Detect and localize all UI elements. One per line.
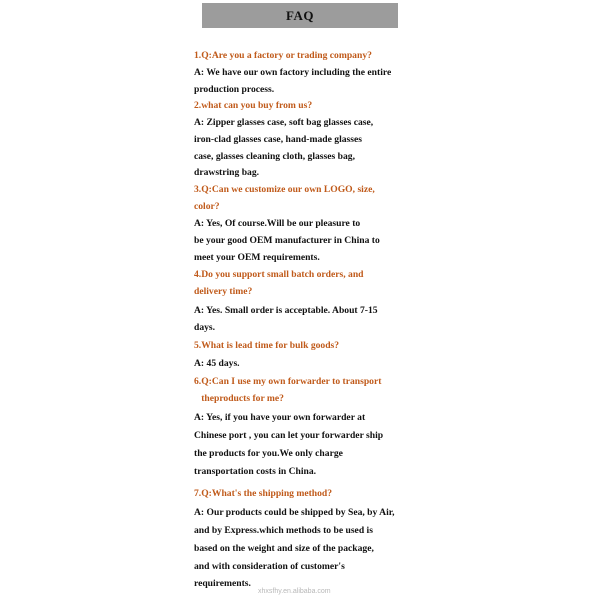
watermark-text: xhxsfhy.en.alibaba.com	[258, 588, 331, 595]
faq-question-2-line-1: 2.what can you buy from us?	[194, 100, 313, 111]
faq-answer-6-line-4: transportation costs in China.	[194, 466, 317, 477]
faq-answer-6-line-1: A: Yes, if you have your own forwarder at	[194, 412, 366, 423]
faq-answer-3-line-1: A: Yes, Of course.Will be our pleasure to	[194, 218, 361, 229]
faq-answer-4-line-2: days.	[194, 322, 216, 333]
faq-answer-7-line-5: requirements.	[194, 578, 251, 589]
faq-header-bar	[202, 3, 398, 28]
faq-question-3-line-1: 3.Q:Can we customize our own LOGO, size,	[194, 184, 375, 195]
faq-question-7-line-1: 7.Q:What's the shipping method?	[194, 488, 333, 499]
faq-question-3-line-2: color?	[194, 201, 220, 212]
faq-answer-7-line-4: and with consideration of customer's	[194, 561, 345, 572]
faq-question-6-line-1: 6.Q:Can I use my own forwarder to transport	[194, 376, 382, 387]
faq-question-1-line-1: 1.Q:Are you a factory or trading company?	[194, 50, 372, 61]
faq-question-4-line-2: delivery time?	[194, 286, 253, 297]
faq-answer-4-line-1: A: Yes. Small order is acceptable. About 7-15	[194, 305, 378, 316]
faq-answer-6-line-2: Chinese port , you can let your forwarder ship	[194, 430, 384, 441]
faq-answer-6-line-3: the products for you.We only charge	[194, 448, 343, 459]
faq-answer-3-line-3: meet your OEM requirements.	[194, 252, 320, 263]
faq-answer-2-line-4: drawstring bag.	[194, 167, 260, 178]
faq-title: FAQ	[286, 7, 314, 23]
faq-answer-7-line-1: A: Our products could be shipped by Sea, by Air,	[194, 507, 395, 518]
faq-answer-1-line-1: A: We have our own factory including the entire	[194, 67, 392, 78]
faq-question-6-line-2: theproducts for me?	[194, 393, 284, 404]
faq-answer-2-line-2: iron-clad glasses case, hand-made glasses	[194, 134, 362, 145]
faq-answer-1-line-2: production process.	[194, 84, 275, 95]
faq-answer-7-line-2: and by Express.which methods to be used is	[194, 525, 373, 536]
faq-answer-7-line-3: based on the weight and size of the package,	[194, 543, 374, 554]
faq-answer-3-line-2: be your good OEM manufacturer in China to	[194, 235, 380, 246]
faq-answer-2-line-1: A: Zipper glasses case, soft bag glasses case,	[194, 117, 374, 128]
faq-answer-2-line-3: case, glasses cleaning cloth, glasses bag,	[194, 151, 355, 162]
faq-answer-5-line-1: A: 45 days.	[194, 358, 240, 369]
faq-question-5-line-1: 5.What is lead time for bulk goods?	[194, 340, 340, 351]
faq-question-4-line-1: 4.Do you support small batch orders, and	[194, 269, 364, 280]
